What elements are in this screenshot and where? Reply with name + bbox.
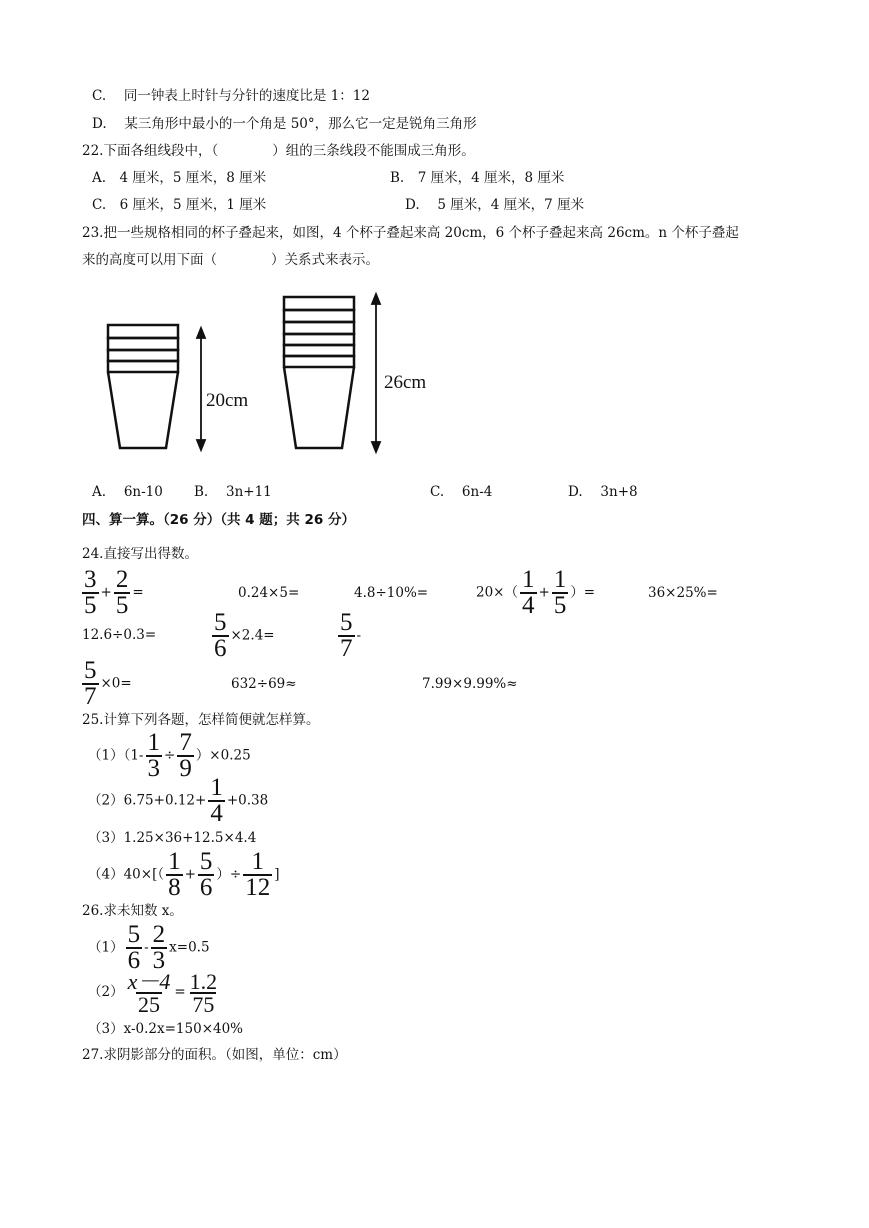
q24-item-7: $\frac{5}{6}$ ×2.4= xyxy=(214,609,275,662)
q24-item-5: 36×25%= xyxy=(648,585,718,601)
fraction: $\frac{1}{3}$ xyxy=(147,729,160,782)
q23-option-c: C. 6n-4 xyxy=(430,484,493,500)
q22-stem: 22.下面各组线段中，（ ）组的三条线段不能围成三角形。 xyxy=(82,143,475,159)
fraction: $\frac{1}{4}$ xyxy=(522,566,535,619)
q24-item-6: 12.6÷0.3= xyxy=(82,627,157,643)
section-4-title: 四、算一算。（26 分）（共 4 题；共 26 分） xyxy=(82,512,355,528)
q23-option-d: D. 3n+8 xyxy=(568,484,638,500)
q26-part-2: （2） $\frac{x-4}{25}$ = $\frac{1.2}{75}$ xyxy=(88,968,218,1017)
q24-item-11: 7.99×9.99%≈ xyxy=(422,676,518,692)
fraction: $\frac{1}{12}$ xyxy=(245,848,271,901)
q24-item-2: 0.24×5= xyxy=(238,585,300,601)
q21-option-c: C. 同一钟表上时针与分针的速度比是 1：12 xyxy=(92,88,370,104)
q24-item-4: 20×（ $\frac{1}{4}$ + $\frac{1}{5}$ ）= xyxy=(476,566,596,619)
fraction: $\frac{5}{6}$ xyxy=(199,848,213,901)
fraction: $\frac{3}{5}$ xyxy=(84,566,97,619)
fraction: $\frac{1}{5}$ xyxy=(553,566,567,619)
q24-item-1: $\frac{3}{5}$ + $\frac{2}{5}$ = xyxy=(84,566,144,619)
q25-part-3: （3）1.25×36+12.5×4.4 xyxy=(88,830,257,846)
q25-part-2: （2）6.75+0.12+ $\frac{1}{4}$ +0.38 xyxy=(88,774,269,827)
q24-item-3: 4.8÷10%= xyxy=(354,585,429,601)
q23-stem-line2: 来的高度可以用下面（ ）关系式来表示。 xyxy=(82,252,379,268)
q26-stem: 26.求未知数 x。 xyxy=(82,903,183,919)
q25-part-1: （1）（1- $\frac{1}{3}$ ÷ $\frac{7}{9}$ ）×0.25 xyxy=(88,729,251,782)
fraction: $\frac{7}{9}$ xyxy=(179,729,192,782)
fraction: $\frac{5}{7}$ xyxy=(84,657,97,710)
stacked-cups-figure xyxy=(86,288,446,458)
fraction: $\frac{1.2}{75}$ xyxy=(189,968,218,1017)
q22-option-c: C. 6 厘米，5 厘米，1 厘米 xyxy=(92,197,267,213)
cups-6-stack xyxy=(284,297,354,448)
height-arrow-20cm xyxy=(197,328,205,450)
fraction: $\frac{1}{8}$ xyxy=(168,848,181,901)
cups-4-stack xyxy=(108,325,178,448)
fraction: $\frac{5}{7}$ xyxy=(340,609,353,662)
q26-part-3: （3）x-0.2x=150×40% xyxy=(88,1021,244,1037)
q23-option-b: B. 3n+11 xyxy=(194,484,272,500)
q22-option-d: D. 5 厘米，4 厘米，7 厘米 xyxy=(405,197,585,213)
label-20cm: 20cm xyxy=(206,390,249,411)
fraction: $\frac{1}{4}$ xyxy=(210,774,223,827)
q26-part-1: （1） $\frac{5}{6}$ - $\frac{2}{3}$ x=0.5 xyxy=(88,921,210,974)
q24-item-10: 632÷69≈ xyxy=(231,676,297,692)
q25-part-4: （4）40×[（ $\frac{1}{8}$ + $\frac{5}{6}$ ）÷ $\frac{1}{12}$ ] xyxy=(88,848,280,901)
q24-stem: 24.直接写出得数。 xyxy=(82,546,198,562)
q22-option-b: B. 7 厘米，4 厘米，8 厘米 xyxy=(390,170,565,186)
fraction: $\frac{2}{5}$ xyxy=(115,566,129,619)
fraction: $\frac{x-4}{25}$ xyxy=(127,968,171,1017)
q25-stem: 25.计算下列各题，怎样简便就怎样算。 xyxy=(82,712,320,728)
q21-option-d: D. 某三角形中最小的一个角是 50°，那么它一定是锐角三角形 xyxy=(92,116,477,132)
q22-option-a: A. 4 厘米，5 厘米，8 厘米 xyxy=(92,170,267,186)
q27-stem: 27.求阴影部分的面积。（如图，单位：cm） xyxy=(82,1047,347,1063)
label-26cm: 26cm xyxy=(384,372,427,393)
q23-stem-line1: 23.把一些规格相同的杯子叠起来，如图，4 个杯子叠起来高 20cm，6 个杯子叠起来高 26cm。n 个杯子叠起 xyxy=(82,225,739,241)
height-arrow-26cm xyxy=(372,294,380,452)
fraction: $\frac{5}{6}$ xyxy=(127,921,141,974)
q24-item-9: $\frac{5}{7}$ ×0= xyxy=(84,657,132,710)
q24-item-8: $\frac{5}{7}$ - xyxy=(340,609,362,662)
q23-option-a: A. 6n-10 xyxy=(92,484,163,500)
fraction: $\frac{2}{3}$ xyxy=(152,921,166,974)
fraction: $\frac{5}{6}$ xyxy=(214,609,227,662)
